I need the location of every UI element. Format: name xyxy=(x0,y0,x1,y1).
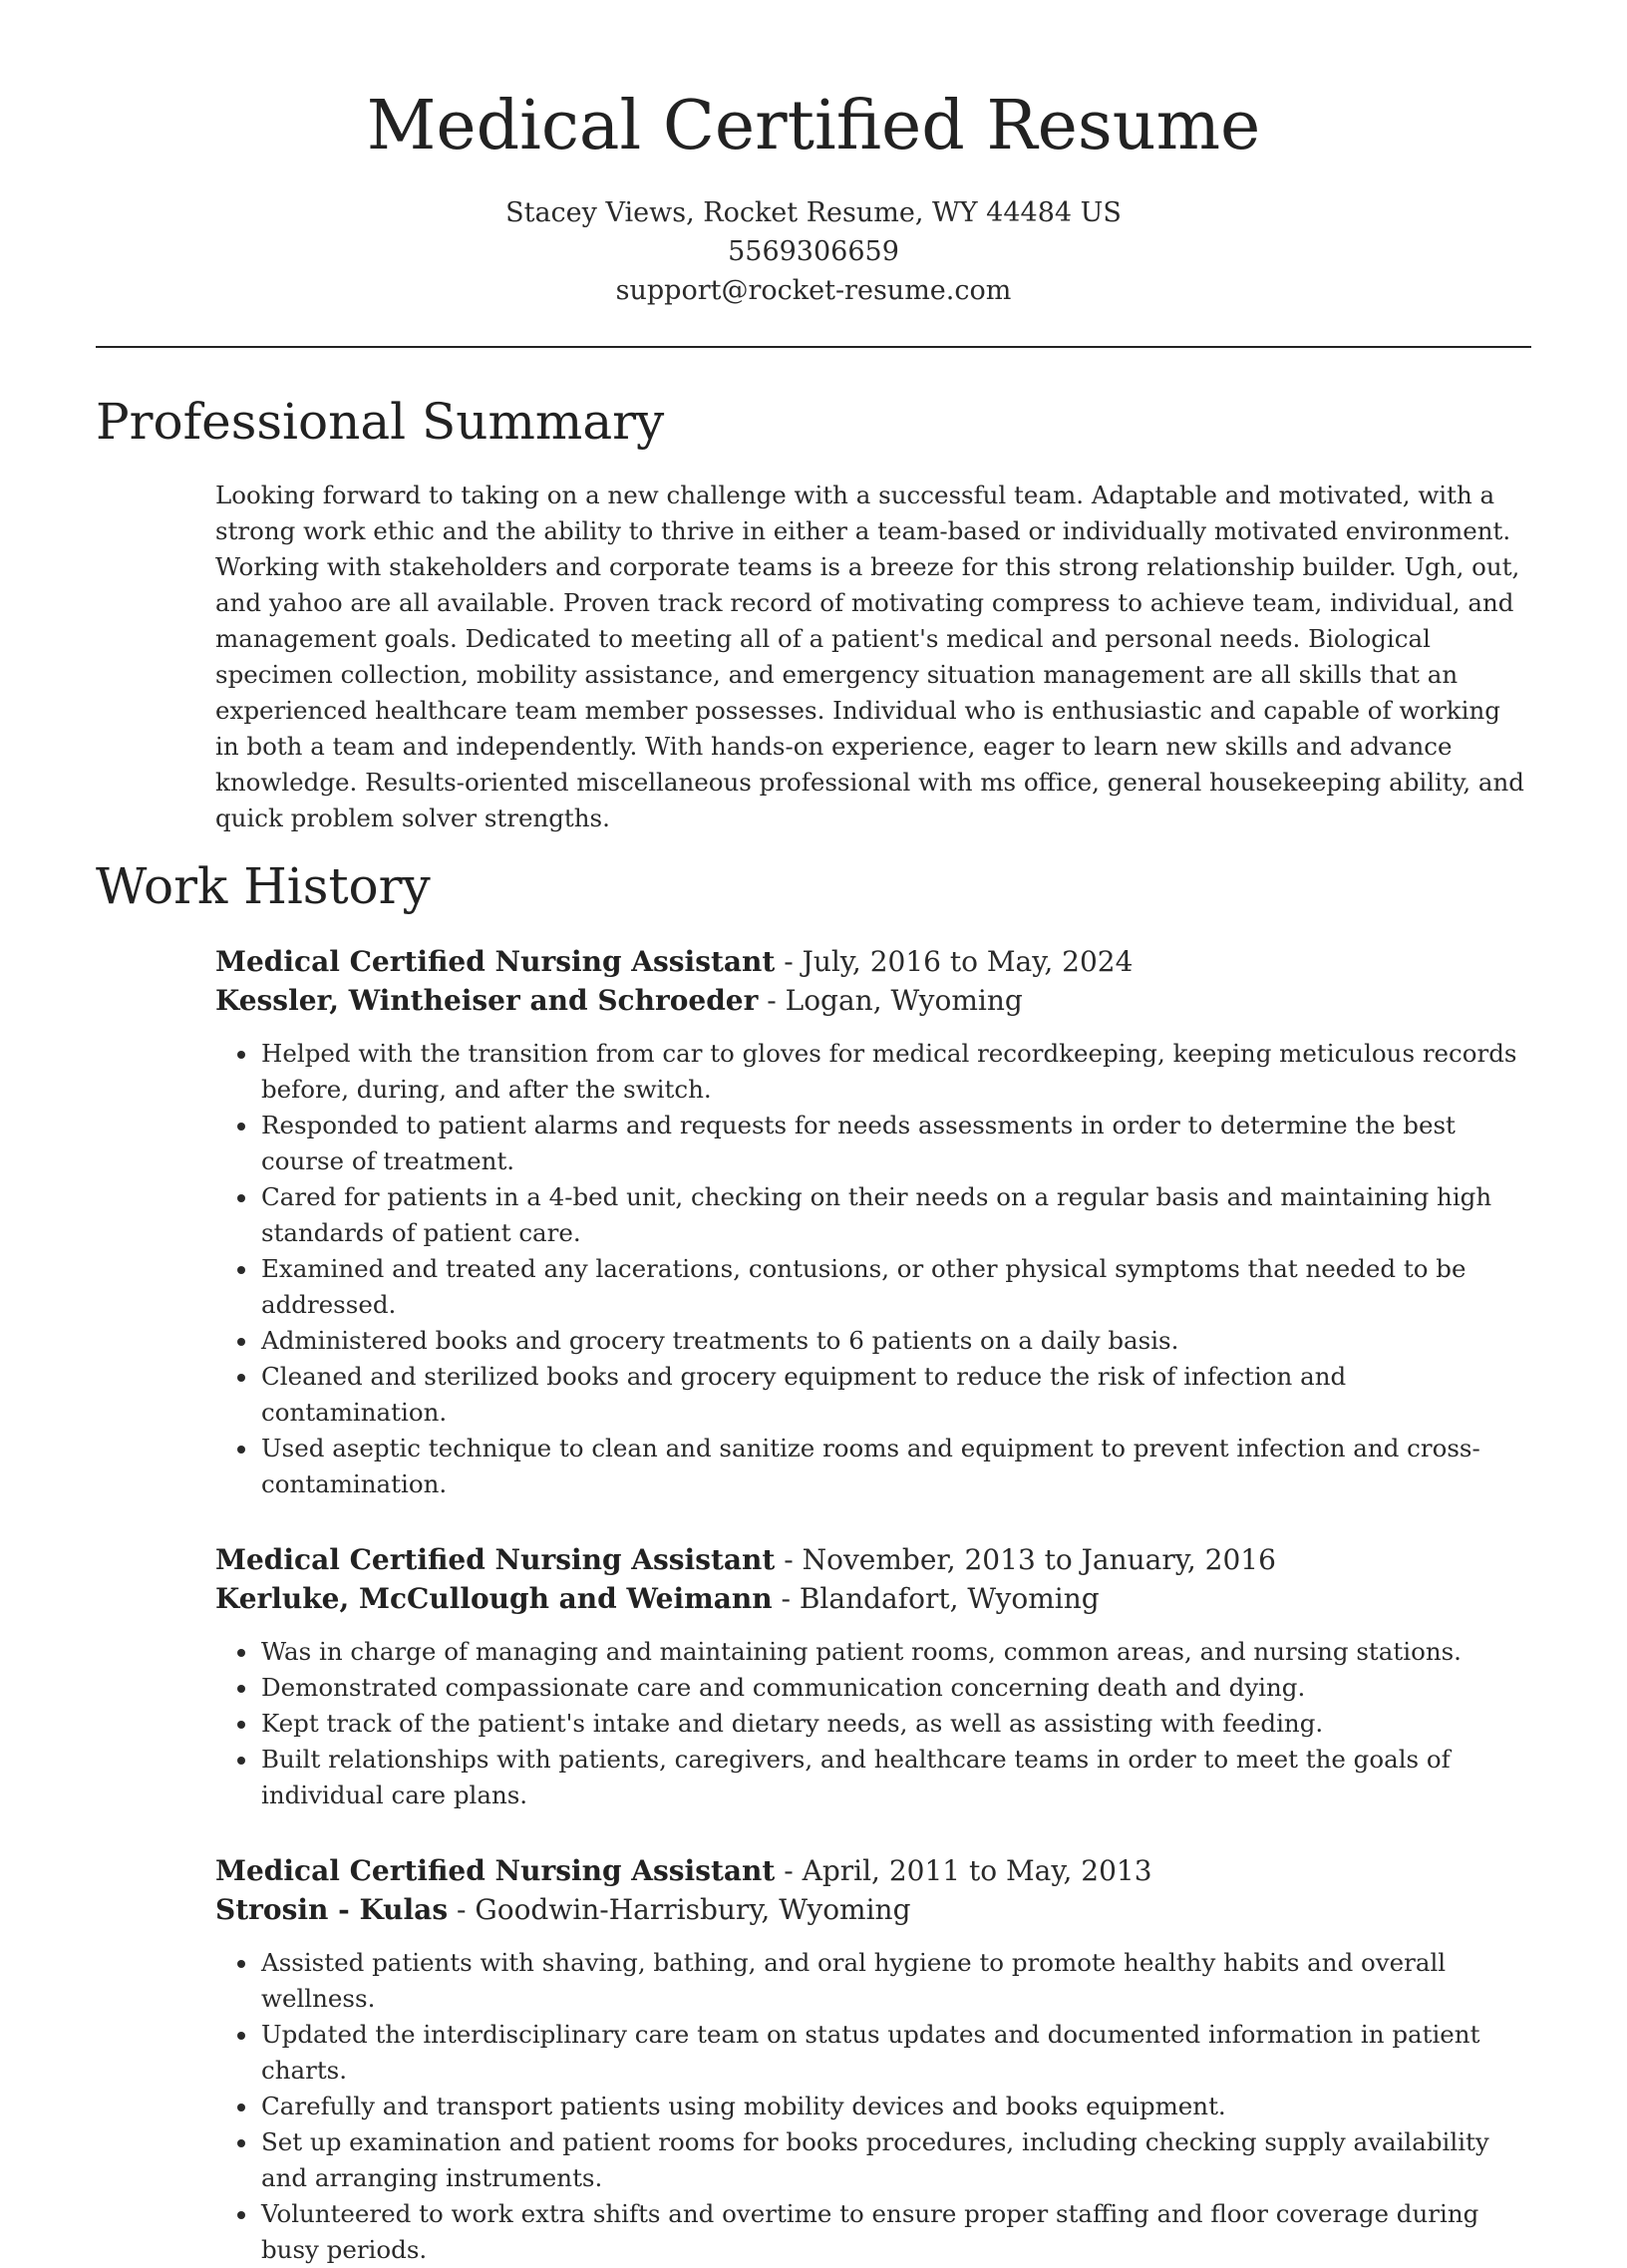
job-role: Medical Certified Nursing Assistant xyxy=(215,945,776,978)
job-title-line xyxy=(215,1540,1531,1579)
contact-address: Stacey Views, Rocket Resume, WY 44484 US xyxy=(505,197,1122,228)
resume-title: Medical Certified Resume xyxy=(366,87,1261,165)
professional-summary-section xyxy=(96,390,1531,836)
job-duties-list xyxy=(215,1634,1531,1813)
job-company-line xyxy=(215,981,1531,1020)
job-role: Medical Certified Nursing Assistant xyxy=(215,1854,776,1887)
job-title-line xyxy=(215,942,1531,981)
list-item: • Set up examination and patient rooms for books procedures, including checking supply availability and arranging instruments. xyxy=(259,2124,1531,2196)
job-company-line xyxy=(215,1890,1531,1929)
summary-text: Looking forward to taking on a new challenge with a successful team. Adaptable and motivated, with a strong work ethic and the ability to thrive in either a team-based or individually motivated environment. Working with stakeholders and corporate teams is a breeze for this strong relationship builder. Ugh, out, and yahoo are all available. Proven track record of motivating compress to achieve team, individual, and management goals. Dedicated to meeting all of a patient's medical and personal needs. Biological specimen collection, mobility assistance, and emergency situation management are all skills that an experienced healthcare team member possesses. Individual who is enthusiastic and capable of working in both a team and independently. With hands-on experience, eager to learn new skills and advance knowledge. Results-oriented miscellaneous professional with ms office, general housekeeping ability, and quick problem solver strengths. xyxy=(215,481,1524,832)
list-item: • Demonstrated compassionate care and communication concerning death and dying. xyxy=(259,1670,1531,1706)
job-entry xyxy=(215,942,1531,1502)
list-item: • Administered books and grocery treatments to 6 patients on a daily basis. xyxy=(259,1323,1531,1359)
job-company: Kessler, Wintheiser and Schroeder xyxy=(215,984,759,1017)
list-item: • Updated the interdisciplinary care team on status updates and documented information in patient charts. xyxy=(259,2017,1531,2089)
job-company: Kerluke, McCullough and Weimann xyxy=(215,1582,773,1615)
job-duties-list xyxy=(215,1945,1531,2268)
list-item: • Built relationships with patients, caregivers, and healthcare teams in order to meet the goals of individual care plans. xyxy=(259,1742,1531,1813)
job-company: Strosin - Kulas xyxy=(215,1893,449,1926)
list-item: • Used aseptic technique to clean and sanitize rooms and equipment to prevent infection and cross-contamination. xyxy=(259,1431,1531,1502)
summary-heading: Professional Summary xyxy=(96,393,665,451)
job-role: Medical Certified Nursing Assistant xyxy=(215,1543,776,1576)
job-title-line xyxy=(215,1851,1531,1890)
separator: - xyxy=(775,945,803,978)
job-dates: July, 2016 to May, 2024 xyxy=(802,945,1134,978)
separator: - xyxy=(775,1543,803,1576)
job-company-line xyxy=(215,1579,1531,1618)
list-item: • Responded to patient alarms and requests for needs assessments in order to determine the best course of treatment. xyxy=(259,1108,1531,1179)
work-history-heading: Work History xyxy=(96,857,431,915)
list-item: • Was in charge of managing and maintaining patient rooms, common areas, and nursing stations. xyxy=(259,1634,1531,1670)
list-item: • Cleaned and sterilized books and grocery equipment to reduce the risk of infection and contamination. xyxy=(259,1359,1531,1431)
work-history-section xyxy=(96,854,1531,2268)
separator: - xyxy=(775,1854,803,1887)
contact-phone: 5569306659 xyxy=(728,236,899,267)
header-divider xyxy=(96,346,1531,348)
list-item: • Examined and treated any lacerations, contusions, or other physical symptoms that needed to be addressed. xyxy=(259,1251,1531,1323)
list-item: • Kept track of the patient's intake and dietary needs, as well as assisting with feeding. xyxy=(259,1706,1531,1742)
list-item: • Carefully and transport patients using mobility devices and books equipment. xyxy=(259,2089,1531,2124)
job-location: Logan, Wyoming xyxy=(785,984,1023,1017)
resume-header xyxy=(96,0,1531,310)
list-item: • Assisted patients with shaving, bathing, and oral hygiene to promote healthy habits and overall wellness. xyxy=(259,1945,1531,2017)
job-location: Goodwin-Harrisbury, Wyoming xyxy=(475,1893,911,1926)
job-duties-list xyxy=(215,1036,1531,1502)
job-entry xyxy=(215,1540,1531,1813)
contact-info xyxy=(96,193,1531,310)
separator: - xyxy=(772,1582,800,1615)
job-dates: April, 2011 to May, 2013 xyxy=(802,1854,1152,1887)
job-dates: November, 2013 to January, 2016 xyxy=(802,1543,1276,1576)
list-item: • Volunteered to work extra shifts and overtime to ensure proper staffing and floor coverage during busy periods. xyxy=(259,2196,1531,2268)
separator: - xyxy=(448,1893,476,1926)
list-item: • Helped with the transition from car to gloves for medical recordkeeping, keeping meticulous records before, during, and after the switch. xyxy=(259,1036,1531,1108)
job-entry xyxy=(215,1851,1531,2268)
separator: - xyxy=(758,984,786,1017)
job-location: Blandafort, Wyoming xyxy=(799,1582,1100,1615)
contact-email: support@rocket-resume.com xyxy=(615,275,1012,306)
list-item: • Cared for patients in a 4-bed unit, checking on their needs on a regular basis and maintaining high standards of patient care. xyxy=(259,1179,1531,1251)
